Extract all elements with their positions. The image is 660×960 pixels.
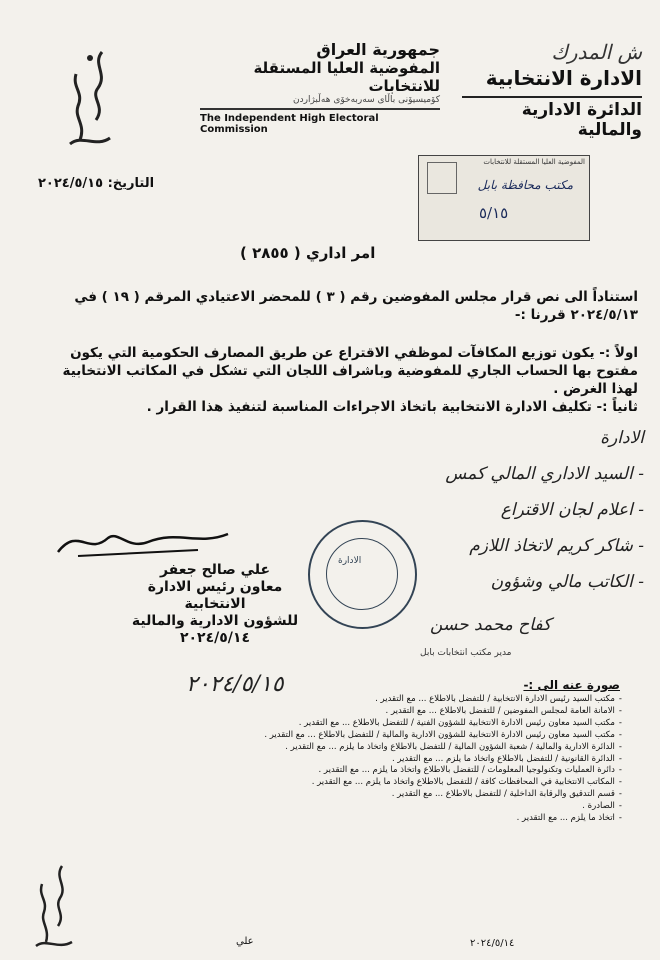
handwritten-line: - الكاتب مالي وشؤون — [490, 572, 644, 592]
body-second-clause: ثانياً :- تكليف الادارة الانتخابية باتخاذ الاجراءات المناسبة لتنفيذ هذا القرار . — [146, 399, 638, 415]
handwritten-date: ٢٠٢٤/٥/١٥ — [186, 672, 284, 697]
copies-heading: صورة عنه الى :- — [523, 678, 620, 692]
signatory-name: علي صالح جعفر — [159, 562, 271, 578]
header-center-block — [200, 40, 440, 135]
handwritten-line: الادارة — [600, 428, 644, 448]
handwritten-top-note: ش المدرك — [551, 40, 642, 64]
office-director-caption: مدير مكتب انتخابات بابل — [420, 648, 512, 658]
official-seal — [308, 520, 417, 629]
header-commission-kurdish: كۆميسيۆنى باڵاى سەربەخۆى هەڵبژاردن — [293, 95, 440, 105]
signature-scribble — [48, 516, 238, 562]
list-item: - دائرة العمليات وتكنولوجيا المعلومات / للتفضل بالاطلاع واتخاذ ما يلزم ... مع التقدير . — [202, 765, 622, 777]
handwritten-line: - اعلام لجان الاقتراع — [500, 500, 644, 520]
bottom-date: ٢٠٢٤/٥/١٤ — [470, 938, 515, 949]
header-commission-english: The Independent High Electoral Commission — [200, 108, 440, 135]
list-item: - الامانة العامة لمجلس المفوضين / للتفضل بالاطلاع ... مع التقدير . — [202, 706, 622, 718]
copies-list — [202, 694, 622, 825]
list-item: - مكتب السيد رئيس الادارة الانتخابية / للتفضل بالاطلاع ... مع التقدير . — [202, 694, 622, 706]
seal-label: الادارة — [338, 556, 362, 566]
handwritten-line: - شاكر كريم لاتخاذ اللازم — [469, 536, 644, 556]
list-item: - الدائرة الادارية والمالية / شعبة الشؤون المالية / للتفضل بالاطلاع واتخاذ ما يلزم ... مع التقدير . — [202, 742, 622, 754]
list-item: - مكتب السيد معاون رئيس الادارة الانتخابية للشؤون الادارية والمالية / للتفضل بالاطلاع ... مع التقدير . — [202, 730, 622, 742]
signatory-date: ٢٠٢٤/٥/١٤ — [179, 630, 251, 646]
list-item: - المكاتب الانتخابية في المحافظات كافة / للتفضل بالاطلاع واتخاذ ما يلزم ... مع التقدير . — [202, 777, 622, 789]
commission-logo-icon — [62, 44, 118, 154]
signatory-title: معاون رئيس الادارة الانتخابية — [147, 579, 283, 612]
list-item: - مكتب السيد معاون رئيس الادارة الانتخابية للشؤون الفنية / للتفضل بالاطلاع ... مع التقدير . — [202, 718, 622, 730]
stamp-handwritten-office: مكتب محافظة بابل — [477, 178, 573, 192]
signatory-block — [120, 562, 310, 647]
stamp-number: ٥/١٥ — [479, 204, 509, 222]
handwritten-signer-name: كفاح محمد حسن — [430, 615, 552, 635]
signatory-title-2: للشؤون الادارية والمالية — [131, 613, 299, 629]
body-first-clause: اولاً :- يكون توزيع المكافآت لموظفي الاقتراع عن طريق المصارف الحكومية التي يكون مفتوح بها الحساب الجاري للمفوضية وباشراف اللجان التي تشكل في المكاتب الانتخابية لهذا الغرض . — [62, 345, 638, 397]
header-subdepartment: الدائرة الادارية والمالية — [462, 96, 642, 140]
body-intro: استناداً الى نص قرار مجلس المفوضين رقم ( ٣ ) للمحضر الاعتيادي المرقم ( ١٩ ) في ٢٠٢٤/٥/١٣ قررنا :- — [74, 289, 638, 323]
header-department: الادارة الانتخابية — [485, 66, 642, 90]
document-date: التاريخ: ٢٠٢٤/٥/١٥ — [38, 176, 155, 191]
list-item: - قسم التدقيق والرقابة الداخلية / للتفضل بالاطلاع ... مع التقدير . — [202, 789, 622, 801]
received-stamp — [418, 155, 590, 241]
header-right-block — [462, 40, 642, 140]
order-title: امر اداري ( ٢٨٥٥ ) — [240, 244, 376, 262]
header-commission-arabic: المفوضية العليا المستقلة للانتخابات — [253, 59, 440, 95]
list-item: - الصادرة . — [202, 801, 622, 813]
list-item: - الدائرة القانونية / للتفضل بالاطلاع واتخاذ ما يلزم ... مع التقدير . — [202, 754, 622, 766]
list-item: - اتخاذ ما يلزم ... مع التقدير . — [202, 813, 622, 825]
commission-logo-small-icon — [30, 860, 78, 952]
handwritten-line: - السيد الاداري المالي كمس — [445, 464, 644, 484]
bottom-recipient-label: علي — [236, 936, 254, 947]
stamp-heading: المفوضية العليا المستقلة للانتخابات — [483, 158, 585, 166]
header-country: جمهورية العراق — [316, 40, 440, 59]
